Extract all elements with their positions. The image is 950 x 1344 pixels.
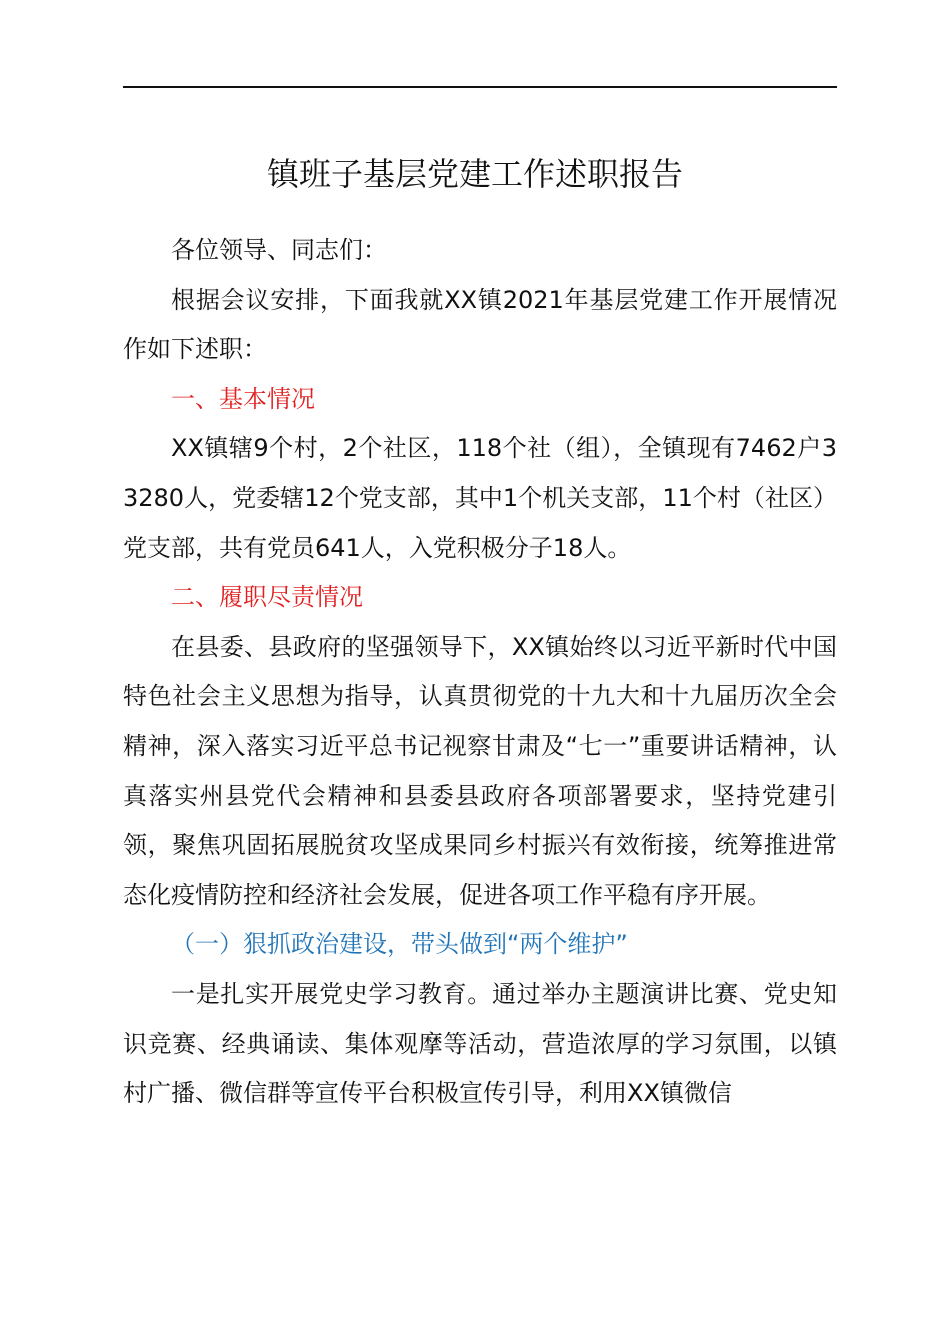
body-paragraph: 一是扎实开展党史学习教育。通过举办主题演讲比赛、党史知识竞赛、经典诵读、集体观摩等活动，营造浓厚的学习氛围，以镇村广播、微信群等宣传平台积极宣传引导，利用XX镇微信: [123, 979, 837, 1108]
header-divider: [123, 86, 837, 88]
subsection-heading: （一）狠抓政治建设，带头做到“两个维护”: [171, 930, 628, 959]
document-body: [123, 226, 837, 1119]
body-paragraph: 根据会议安排，下面我就XX镇2021年基层党建工作开展情况作如下述职：: [123, 285, 837, 364]
salutation: 各位领导、同志们：: [171, 236, 387, 264]
document-title: 镇班子基层党建工作述职报告: [266, 155, 683, 193]
section-heading: 二、履职尽责情况: [171, 583, 363, 612]
body-paragraph: 在县委、县政府的坚强领导下，XX镇始终以习近平新时代中国特色社会主义思想为指导，认真贯彻党的十九大和十九届历次全会精神，深入落实习近平总书记视察甘肃及“七一”重要讲话精神，认真落实州县党代会精神和县委县政府各项部署要求，坚持党建引领，聚焦巩固拓展脱贫攻坚成果同乡村振兴有效衔接，统筹推进常态化疫情防控和经济社会发展，促进各项工作平稳有序开展。: [123, 632, 837, 909]
body-paragraph: XX镇辖9个村，2个社区，118个社（组），全镇现有7462户33280人，党委辖12个党支部，其中1个机关支部，11个村（社区）党支部，共有党员641人，入党积极分子18人。: [123, 434, 837, 562]
section-heading: 一、基本情况: [171, 384, 315, 413]
